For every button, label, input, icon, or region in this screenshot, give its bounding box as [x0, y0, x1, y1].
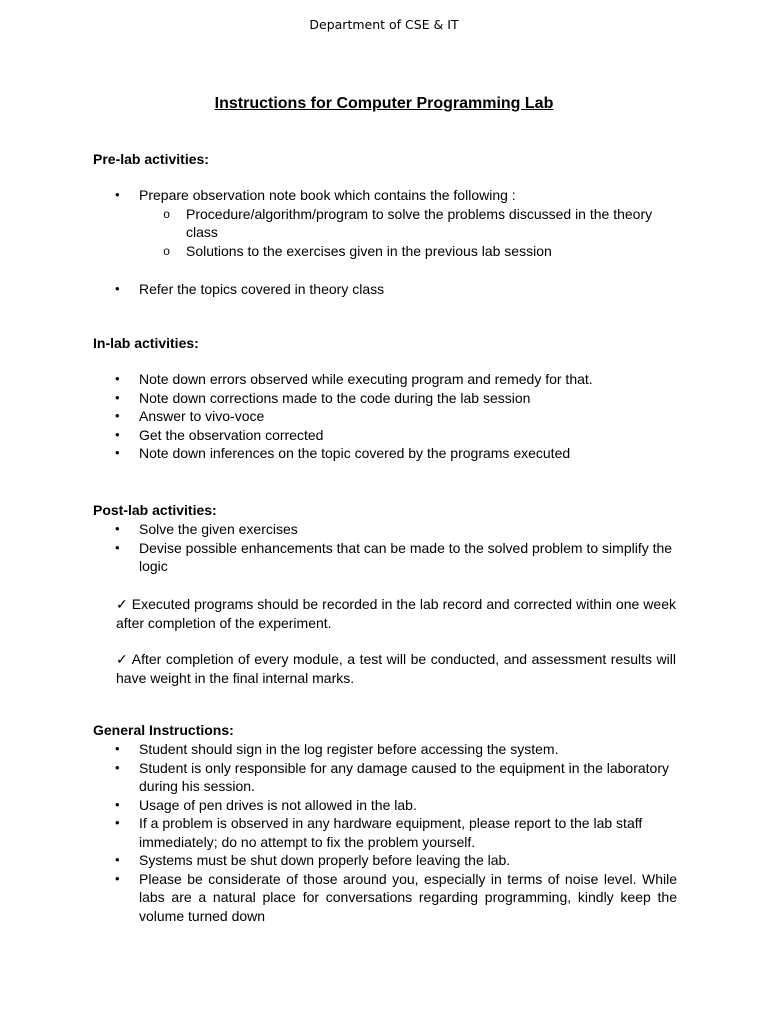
bullet-icon: •	[115, 539, 120, 555]
list-item-text: Note down corrections made to the code during the lab session	[139, 389, 531, 406]
bullet-icon: •	[115, 521, 120, 536]
list-item	[93, 444, 677, 463]
general-instructions-heading: General Instructions:	[93, 722, 234, 738]
post-lab-heading: Post-lab activities:	[93, 502, 217, 518]
checkmark-icon: ✓	[116, 651, 128, 667]
list-item-text: Please be considerate of those around you, especially in terms of noise level. While labs are a natural place for conversations regarding programming, kindly keep the volume turned down	[139, 870, 677, 924]
bullet-icon: •	[115, 741, 120, 756]
bullet-icon: •	[115, 852, 120, 867]
in-lab-list	[93, 370, 677, 463]
list-item	[93, 870, 677, 926]
note-text: Executed programs should be recorded in the lab record and corrected within one week after completion of the experiment.	[116, 596, 676, 631]
list-item	[93, 520, 677, 539]
list-item-text: Student is only responsible for any damage caused to the equipment in the laboratory during his session.	[139, 759, 669, 794]
list-item	[93, 759, 677, 796]
checkmark-icon: ✓	[116, 596, 128, 612]
bullet-icon: •	[115, 426, 120, 442]
pre-lab-list	[93, 186, 677, 299]
list-item	[93, 426, 677, 445]
bullet-icon: •	[115, 759, 120, 775]
bullet-icon: •	[115, 815, 120, 830]
list-item-text: Refer the topics covered in theory class	[139, 281, 385, 297]
list-item-text: Devise possible enhancements that can be made to the solved problem to simplify the logic	[139, 539, 673, 574]
bullet-icon: •	[115, 408, 120, 423]
sub-list-item	[139, 205, 677, 242]
list-item	[93, 186, 677, 260]
list-item	[93, 851, 677, 870]
sub-list-item-text: Solutions to the exercises given in the previous lab session	[186, 242, 552, 259]
bullet-icon: •	[115, 445, 120, 460]
bullet-icon: •	[115, 389, 120, 405]
post-lab-note	[116, 650, 676, 687]
list-item	[93, 389, 677, 408]
bullet-icon: •	[115, 187, 120, 202]
note-text: After completion of every module, a test will be conducted, and assessment results will have weight in the final internal marks.	[116, 651, 676, 686]
general-instructions-list	[93, 740, 677, 925]
bullet-icon: •	[115, 371, 120, 386]
pre-lab-heading: Pre-lab activities:	[93, 151, 209, 167]
bullet-icon: •	[115, 281, 120, 296]
list-item-text: Solve the given exercises	[139, 521, 298, 537]
pre-lab-sublist	[139, 205, 677, 261]
list-item-text: Prepare observation note book which contains the following :	[139, 187, 516, 203]
list-item	[93, 796, 677, 815]
in-lab-heading: In-lab activities:	[93, 335, 199, 351]
list-item-text: Usage of pen drives is not allowed in the lab.	[139, 796, 417, 813]
list-item-text: Answer to vivo-voce	[139, 408, 265, 424]
post-lab-list	[93, 520, 677, 576]
list-item	[93, 740, 677, 759]
page-title: Instructions for Computer Programming Lab	[214, 95, 554, 112]
bullet-icon: •	[115, 796, 120, 812]
list-item	[93, 370, 677, 389]
list-item-text: If a problem is observed in any hardware equipment, please report to the lab staff immediately; do no attempt to fix the problem yourself.	[139, 815, 643, 850]
list-item-text: Systems must be shut down properly before leaving the lab.	[139, 852, 511, 868]
list-item	[93, 280, 677, 299]
post-lab-note	[116, 595, 676, 632]
list-item-text: Student should sign in the log register before accessing the system.	[139, 741, 559, 757]
page-header: Department of CSE & IT	[309, 17, 459, 32]
sub-bullet-icon: o	[163, 207, 171, 222]
list-item-text: Get the observation corrected	[139, 426, 324, 443]
sub-list-item	[139, 242, 677, 261]
sub-list-item-text: Procedure/algorithm/program to solve the problems discussed in the theory class	[186, 205, 653, 240]
sub-bullet-icon: o	[163, 244, 171, 259]
list-item-text: Note down inferences on the topic covered by the programs executed	[139, 445, 571, 461]
list-item-text: Note down errors observed while executing program and remedy for that.	[139, 371, 593, 387]
list-item	[93, 539, 677, 576]
list-item	[93, 407, 677, 426]
bullet-icon: •	[115, 870, 120, 886]
list-item	[93, 814, 677, 851]
